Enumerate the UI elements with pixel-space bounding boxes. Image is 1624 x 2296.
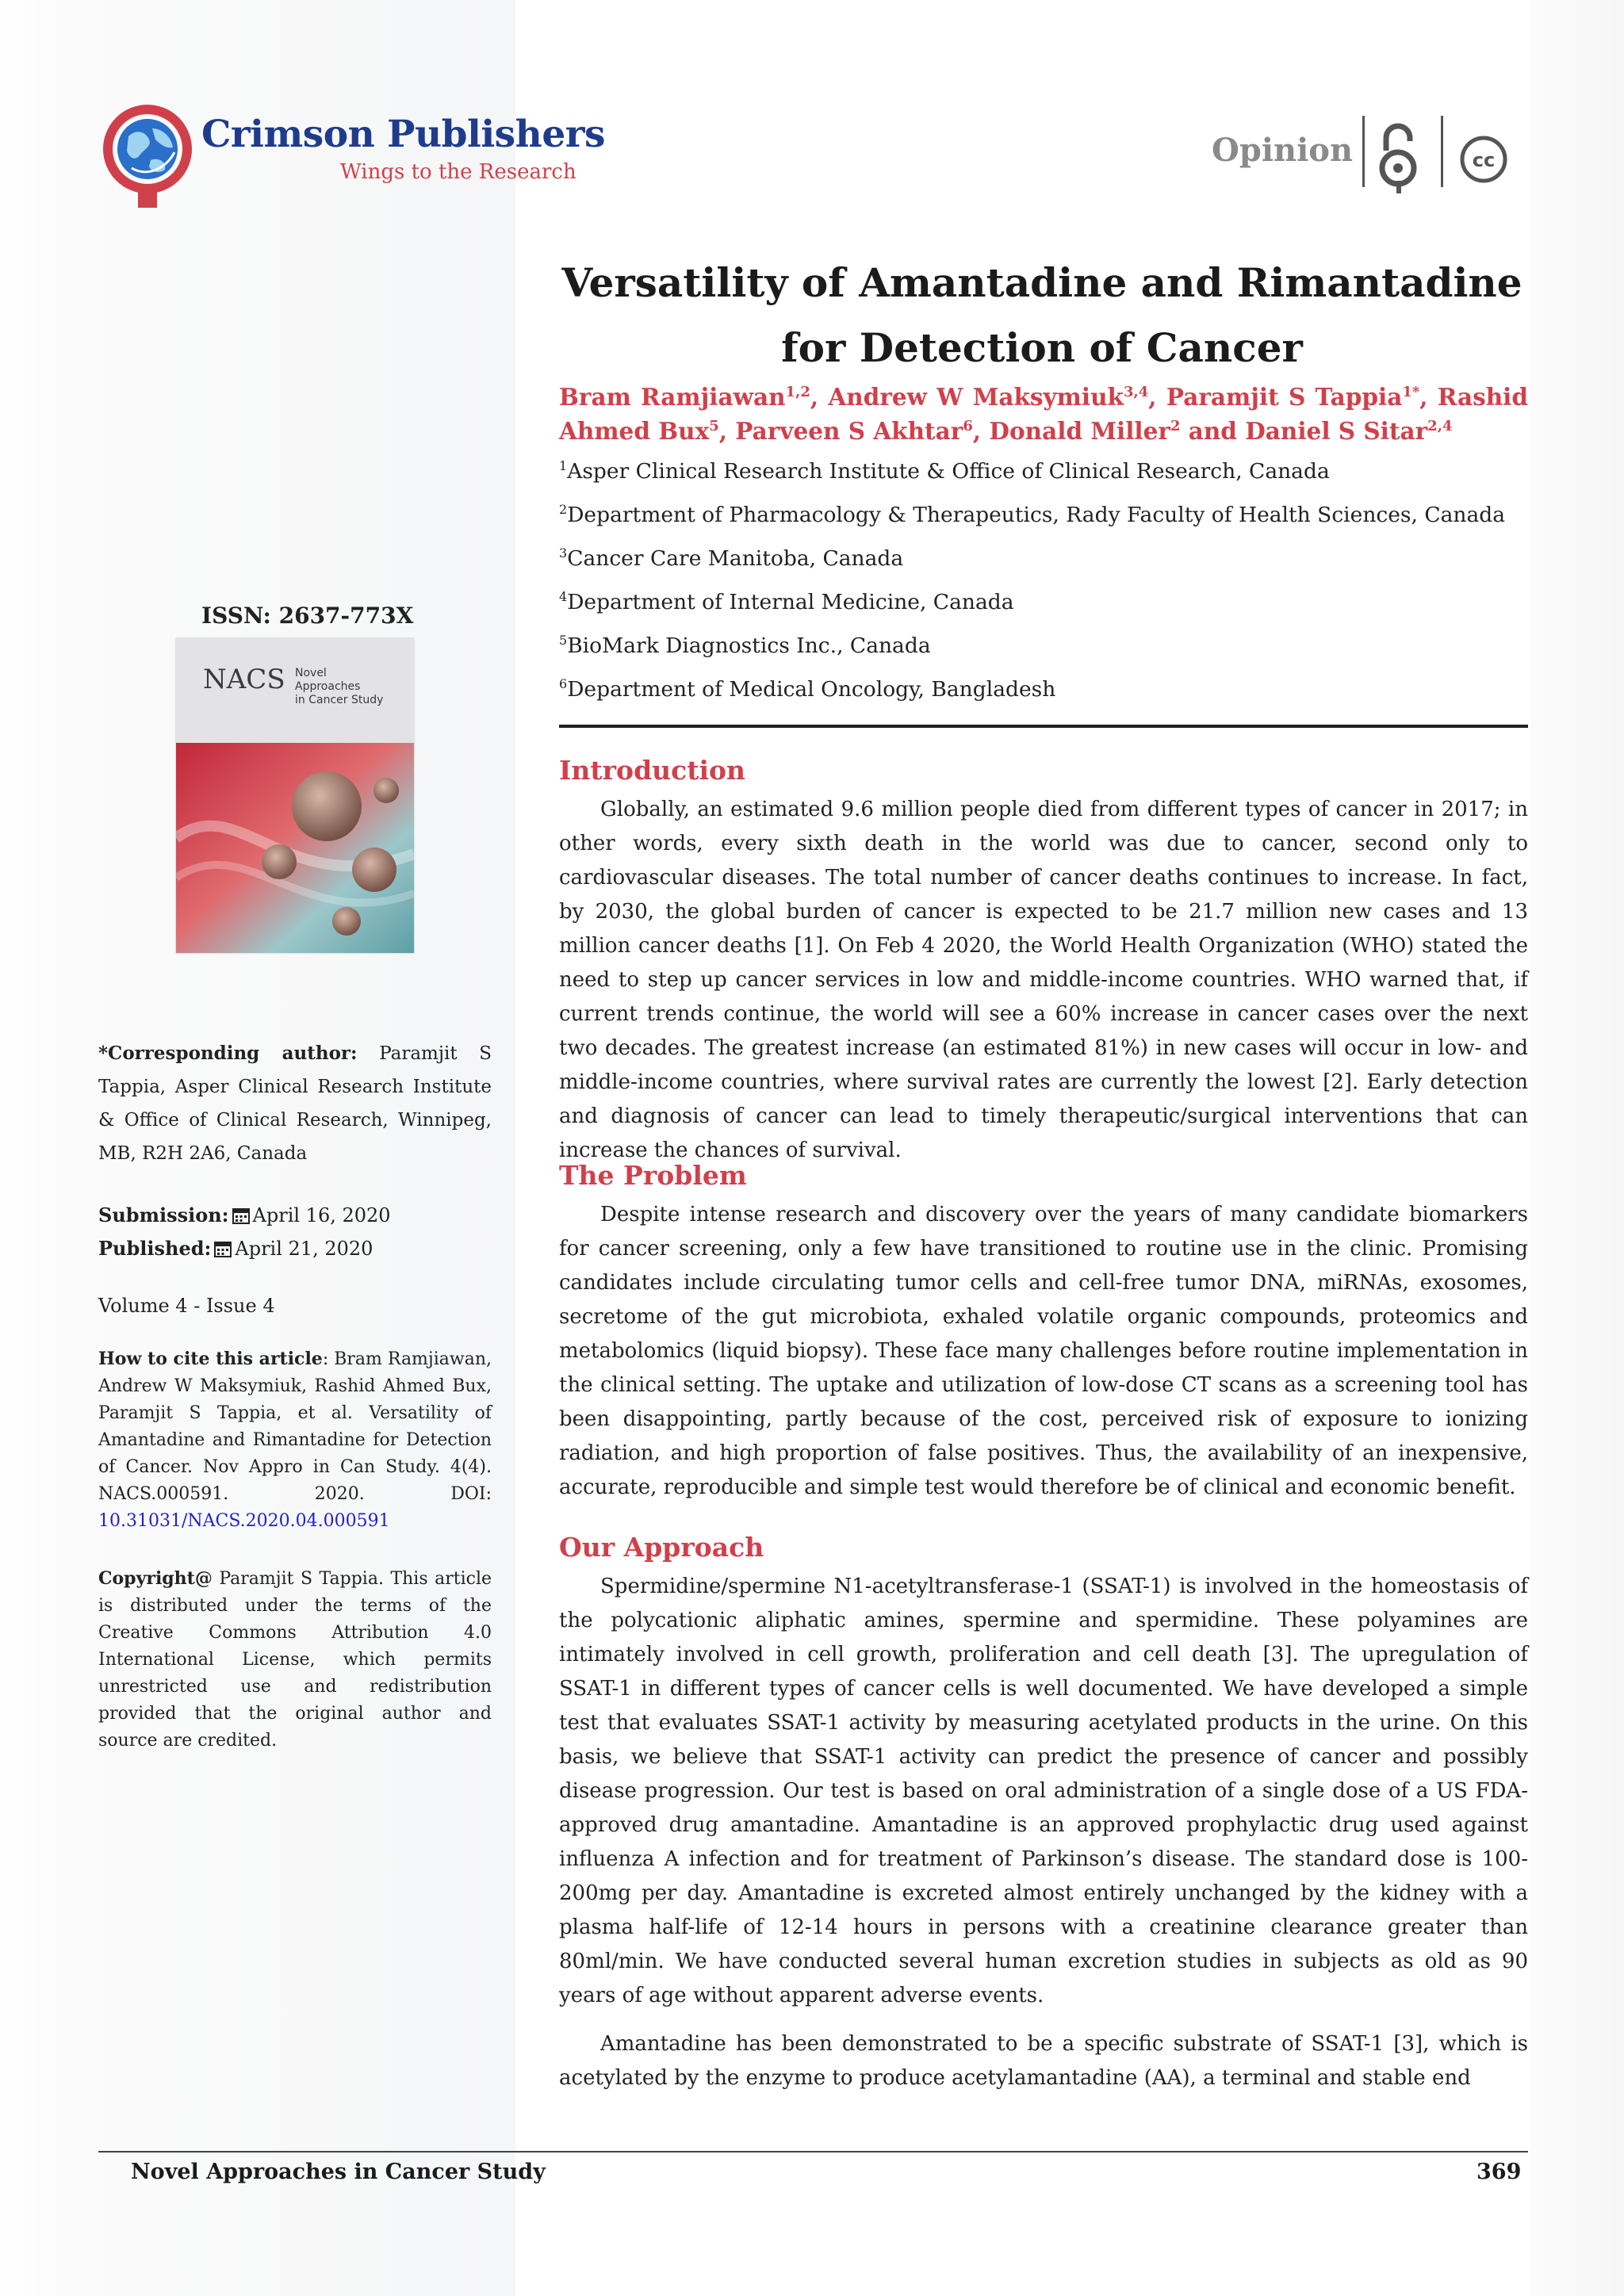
author-separator: , xyxy=(718,416,736,445)
copyright-text xyxy=(98,1565,492,1755)
author-name: Parveen S Akhtar xyxy=(735,416,963,445)
section-heading: Introduction xyxy=(559,755,746,786)
section-heading: Our Approach xyxy=(559,1532,764,1563)
submission-date-row xyxy=(98,1199,492,1232)
affiliation-text: BioMark Diagnostics Inc., Canada xyxy=(567,633,931,658)
corresponding-author xyxy=(98,1037,492,1170)
affiliation-item xyxy=(559,581,1528,625)
title-line: for Detection of Cancer xyxy=(781,324,1303,371)
footer-journal-name: Novel Approaches in Cancer Study xyxy=(131,2160,546,2184)
affiliation-item xyxy=(559,668,1528,712)
author-separator: and xyxy=(1180,416,1246,445)
section-problem xyxy=(559,1158,1528,1505)
author-separator: , xyxy=(1419,382,1438,411)
header-divider xyxy=(1441,116,1443,187)
affiliation-number: 2 xyxy=(559,502,568,517)
cover-subtitle xyxy=(295,667,383,707)
affiliation-number: 4 xyxy=(559,589,568,604)
dates-block xyxy=(98,1199,492,1265)
author-name: Andrew W Maksymiuk xyxy=(828,382,1124,411)
affiliation-item xyxy=(559,625,1528,668)
author-separator: , xyxy=(972,416,990,445)
author-affiliation-marker: 1,2 xyxy=(785,384,810,400)
section-paragraph: Amantadine has been demonstrated to be a specific substrate of SSAT-1 [3], which is acetylated by the enzyme to produce acetylamantadine (AA), a terminal and stable end xyxy=(559,2032,1528,2090)
affiliation-number: 1 xyxy=(559,458,568,473)
affiliation-number: 5 xyxy=(559,633,568,648)
author-affiliation-marker: 1* xyxy=(1402,384,1420,400)
submission-date: April 16, 2020 xyxy=(252,1204,391,1226)
affiliation-text: Department of Medical Oncology, Bangladesh xyxy=(567,676,1056,702)
right-margin-background xyxy=(1530,0,1624,2296)
author-affiliation-marker: 5 xyxy=(709,417,719,434)
affiliation-item xyxy=(559,450,1528,494)
header-divider xyxy=(1362,116,1365,187)
author-list xyxy=(559,377,1528,446)
published-label: Published: xyxy=(98,1237,212,1260)
citation-label: How to cite this article xyxy=(98,1349,323,1369)
globe-logo-icon xyxy=(100,105,195,209)
publisher-name: Crimson Publishers xyxy=(201,113,605,156)
copyright-body: Paramjit S Tappia. This article is distributed under the terms of the Creative Commons Attribution 4.0 International License, which permits unrestricted use and redistribution provided that the original author and source are credited. xyxy=(98,1569,492,1751)
title-line: Versatility of Amantadine and Rimantadine xyxy=(561,259,1522,306)
section-paragraph: Globally, an estimated 9.6 million people died from different types of cancer in 2017; in other words, every sixth death in the world was due to cancer, second only to cardiovascular diseases. The total number of cancer deaths continues to increase. In fact, by 2030, the global burden of cancer is expected to be 21.7 million new cases and 13 million cancer deaths [1]. On Feb 4 2020, the World Health Organization (WHO) stated the need to step up cancer services in low and middle-income countries. WHO warned that, if current trends continue, the world will see a 60% increase in cancer cases over the next two decades. The greatest increase (an estimated 81%) in new cases will occur in low- and middle-income countries, where survival rates are currently the lowest [2]. Early detection and diagnosis of cancer can lead to timely therapeutic/surgical interventions that can increase the chances of survival. xyxy=(559,798,1528,1162)
author-affiliation-marker: 2 xyxy=(1170,417,1181,434)
published-date-row xyxy=(98,1232,492,1265)
open-access-icon[interactable] xyxy=(1378,119,1418,195)
copyright-label: Copyright@ xyxy=(98,1568,213,1589)
author-name: Rashid Ahmed Bux xyxy=(559,382,1529,445)
author-name: Donald Miller xyxy=(989,416,1170,445)
issn-label: ISSN: 2637-773X xyxy=(201,603,414,629)
citation-text xyxy=(98,1345,492,1535)
affiliation-text: Asper Clinical Research Institute & Office of Clinical Research, Canada xyxy=(567,458,1330,484)
author-name: Paramjit S Tappia xyxy=(1166,382,1403,411)
volume-issue: Volume 4 - Issue 4 xyxy=(98,1295,275,1317)
submission-label: Submission: xyxy=(98,1203,229,1226)
calendar-icon xyxy=(232,1207,250,1224)
author-affiliation-marker: 3,4 xyxy=(1123,384,1149,400)
publisher-tagline: Wings to the Research xyxy=(340,160,576,184)
citation-block xyxy=(98,1345,492,1535)
corresponding-author-text: Paramjit S Tappia, Asper Clinical Research Institute & Office of Clinical Research, Winnipeg, MB, R2H 2A6, Canada xyxy=(98,1043,492,1164)
volume-issue-block xyxy=(98,1289,492,1322)
header-rule xyxy=(559,725,1528,728)
doi-link[interactable]: 10.31031/NACS.2020.04.000591 xyxy=(98,1511,390,1531)
author-separator: , xyxy=(810,382,829,411)
author-affiliation-marker: 6 xyxy=(963,417,973,434)
affiliation-list xyxy=(559,450,1528,712)
author-affiliation-marker: 2,4 xyxy=(1427,417,1453,434)
journal-cover[interactable] xyxy=(176,638,414,953)
cover-abbreviation: NACS xyxy=(203,664,285,695)
section-heading: The Problem xyxy=(559,1160,747,1191)
section-approach xyxy=(559,1530,1528,2095)
affiliation-item xyxy=(559,494,1528,538)
section-introduction xyxy=(559,753,1528,1168)
citation-body: : Bram Ramjiawan, Andrew W Maksymiuk, Rashid Ahmed Bux, Paramjit S Tappia, et al. Versatility of Amantadine and Rimantadine for Detection of Cancer. Nov Appro in Can Study. 4(4). NACS.000591. 2020. DOI: xyxy=(98,1349,492,1504)
publisher-logo[interactable] xyxy=(100,105,607,216)
article-title xyxy=(555,251,1529,381)
affiliation-text: Department of Pharmacology & Therapeutics, Rady Faculty of Health Sciences, Canada xyxy=(567,502,1506,527)
corresponding-author-label: *Corresponding author: xyxy=(98,1043,358,1064)
published-date: April 21, 2020 xyxy=(235,1238,373,1260)
calendar-icon xyxy=(214,1240,232,1257)
article-type-label: Opinion xyxy=(1212,132,1354,169)
cover-subtitle-line: Novel xyxy=(295,667,327,679)
author-name: Daniel S Sitar xyxy=(1245,416,1428,445)
page-number: 369 xyxy=(1477,2160,1522,2184)
author-name: Bram Ramjiawan xyxy=(559,382,786,411)
affiliation-number: 6 xyxy=(559,676,568,691)
affiliation-text: Department of Internal Medicine, Canada xyxy=(567,589,1014,614)
affiliation-text: Cancer Care Manitoba, Canada xyxy=(567,545,904,571)
copyright-block xyxy=(98,1565,492,1755)
section-paragraph: Despite intense research and discovery over the years of many candidate biomarkers for cancer screening, only a few have transitioned to routine use in the clinic. Promising candidates include circulating tumor cells and cell-free tumor DNA, miRNAs, exosomes, secretome of the gut microbiota, exhaled volatile organic compounds, proteomics and metabolomics (liquid biopsy). These face many challenges before routine implementation in the clinical setting. The uptake and utilization of low-dose CT scans as a screening tool has been disappointing, partly because of the cost, perceived risk of exposure to ionizing radiation, and high proportion of false positives. Thus, the availability of an inexpensive, accurate, reproducible and simple test would therefore be of clinical and economic benefit. xyxy=(559,1203,1528,1499)
footer-rule xyxy=(98,2151,1528,2152)
cover-subtitle-line: Approaches xyxy=(295,680,361,693)
creative-commons-icon[interactable] xyxy=(1459,135,1508,184)
affiliation-number: 3 xyxy=(559,545,568,561)
svg-text:cc: cc xyxy=(1472,149,1496,171)
cover-subtitle-line: in Cancer Study xyxy=(295,694,384,706)
corresponding-author-block xyxy=(98,1037,492,1170)
cover-illustration xyxy=(176,743,414,953)
author-separator: , xyxy=(1148,382,1166,411)
section-paragraph: Spermidine/spermine N1-acetyltransferase-1 (SSAT-1) is involved in the homeostasis of the polycationic aliphatic amines, spermine and spermidine. These polyamines are intimately involved in cell growth, proliferation and cell death [3]. The upregulation of SSAT-1 in different types of cancer cells is well documented. We have developed a simple test that evaluates SSAT-1 activity by measuring acetylated products in the urine. On this basis, we believe that SSAT-1 activity can predict the presence of cancer and possibly disease progression. Our test is based on oral administration of a single dose of a US FDA-approved drug amantadine. Amantadine is an approved prophylactic drug used against influenza A infection and for treatment of Parkinson’s disease. The standard dose is 100-200mg per day. Amantadine is excreted almost entirely unchanged by the kidney with a plasma half-life of 12-14 hours in persons with a creatinine clearance greater than 80ml/min. We have conducted several human excretion studies in subjects as old as 90 years of age without apparent adverse events. xyxy=(559,1575,1528,2007)
affiliation-item xyxy=(559,538,1528,581)
